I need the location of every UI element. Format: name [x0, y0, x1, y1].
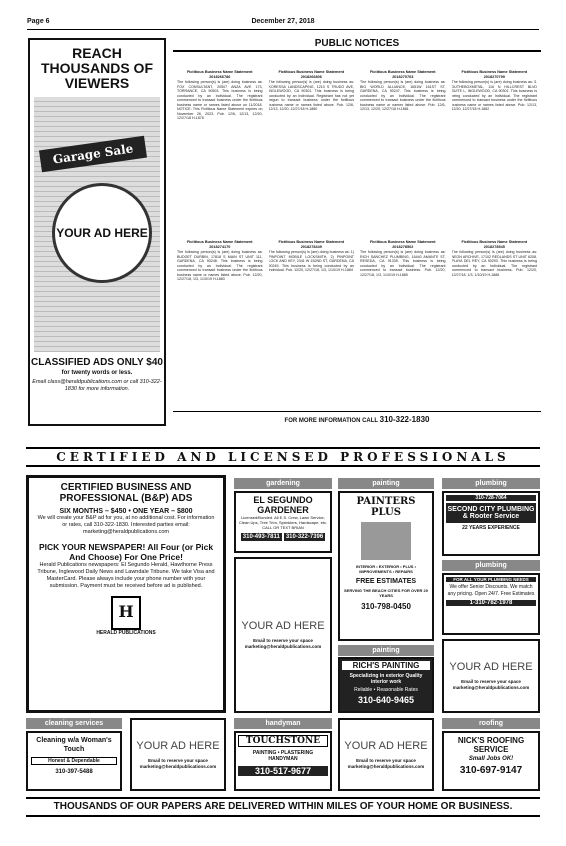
notice-body: The following person(s) is (are) doing business as: RICH SANCHEZ PLUMBING, 16440 AMANTE ST, RESEDA, CA 91335. This business is being conducted by an Individual. The registrant commenced to transact business. Pub. 12/20, 12/27/18, 1/3, 1/10/19 H-1885: [360, 250, 446, 277]
plumbing-phone[interactable]: 310-728-7064: [446, 495, 536, 501]
notice-item: [452, 70, 538, 240]
roofing-sub: Small Jobs OK!: [468, 756, 514, 762]
second-city-plumbing-ad: [442, 491, 540, 556]
bpa-ad: [26, 475, 226, 713]
plumbing-name: SECOND CITY PLUMBING & Rooter Service: [446, 503, 536, 523]
classified-ad: [28, 38, 166, 426]
cat-roofing: roofing: [442, 718, 540, 729]
touchstone-ad: [234, 731, 332, 791]
page-footer: THOUSANDS OF OUR PAPERS ARE DELIVERED WITHIN MILES OF YOUR HOME OR BUSINESS.: [26, 797, 540, 817]
your-ad-email: Email to reserve your space marketing@heraldpublications.com: [244, 638, 322, 649]
bpa-title: CERTIFIED BUSINESS AND PROFESSIONAL (B&P) ADS: [59, 482, 193, 504]
page-date: December 27, 2018: [251, 18, 315, 25]
classified-price: CLASSIFIED ADS ONLY $40: [31, 357, 163, 368]
header-spacer: [368, 18, 539, 29]
notices-grid: [173, 70, 541, 410]
public-notices-title: PUBLIC NOTICES: [173, 38, 541, 52]
cleaning-sub: Honest & Dependable: [31, 757, 117, 765]
plumbing2-body: We offer Senior Discounts. We match any pricing. Open 24/7. Free Estimates: [447, 584, 535, 597]
touchstone-phone[interactable]: 310-517-9677: [238, 766, 328, 776]
rich-name: RICH'S PAINTING: [342, 661, 430, 670]
notice-id: 2018278502: [392, 244, 414, 249]
notice-body: The following person(s) is (are) doing business as: 1) PINPOINT MOBILE LOCKSMITH, 2) PINPOINT LOCK AND KEY, 2341 W 152ND ST, GARDENA, CA 90249. This business is being conducted by an Individual. Pub. 12/20, 12/27/18, 1/3, 1/10/19 H-1884: [268, 250, 354, 272]
cleaning-name: Cleaning w/a Woman's Touch: [36, 737, 112, 753]
section-banner: CERTIFIED AND LICENSED PROFESSIONALS: [26, 447, 540, 467]
gardener-phone-2[interactable]: 310-322-7396: [285, 534, 324, 540]
cat-plumbing-2: plumbing: [442, 560, 540, 571]
notice-id: 2018278545: [483, 244, 505, 249]
cat-plumbing: plumbing: [442, 478, 540, 489]
your-ad-email: Email to reserve your space marketing@heraldpublications.com: [347, 757, 425, 769]
painters-sub: INTERIOR • EXTERIOR • PLUS • IMPROVEMENTS • REPAIRS: [356, 564, 416, 574]
painters-plus-ad: [338, 491, 434, 641]
gardener-name: EL SEGUNDO GARDENER: [253, 495, 313, 515]
footer-label: FOR MORE INFORMATION CALL: [284, 418, 378, 424]
your-ad-box-4[interactable]: [338, 718, 434, 791]
rich-sub: Specializing in exterior Quality interior work: [349, 673, 423, 685]
notice-item: [177, 240, 263, 410]
plumbing-needs-ad: [442, 573, 540, 635]
your-ad-label: YOUR AD HERE: [449, 661, 533, 673]
your-ad-box-1[interactable]: [234, 557, 332, 713]
notice-heading: Fictitious Business Name Statement: [186, 70, 253, 74]
your-ad-circle: [52, 183, 152, 283]
your-ad-label: YOUR AD HERE: [241, 620, 325, 632]
rich-note: Reliable • Reasonable Rates: [354, 687, 418, 693]
cat-painting-2: painting: [338, 645, 434, 656]
your-ad-email: Email to reserve your space marketing@heraldpublications.com: [139, 757, 217, 769]
touchstone-name: TOUCHSTONE: [238, 735, 328, 747]
page-header: [27, 18, 539, 30]
classified-contact[interactable]: Email class@heraldpublications.com or call 310-322-1830 for more information.: [32, 379, 162, 392]
notice-item: [360, 70, 446, 240]
notice-id: 2018266806: [300, 74, 322, 79]
gardener-sub: Licensed/Bonded. All E.S. Crew, Lawn Service, Clean Ups, Tree Trim, Sprinklers, Hardscape, etc. CALL OR TEXT BRIAN: [238, 515, 328, 530]
herald-logo-icon: H: [111, 596, 141, 630]
notice-body: The following person(s) is (are) doing business as: FOX CONSULTANT, 20507 ANZA AVE 173, TORRANCE, CA 90503. This business is being conducted by an Individual. The registrant commenced to transact business under the fictitious business name or names listed above on 11/2018. NOTICE: This Fictitious Name Statement expires on November 26, 2023. Pub. 12/6, 12/13, 12/20, 12/27/18 H-1878: [177, 80, 263, 120]
your-ad-label: YOUR AD HERE: [344, 739, 428, 752]
bpa-details: Herald Publications newspapers: El Segundo Herald, Hawthorne Press Tribune, Inglewood Daily News and Lawndale Tribune. We take Visa and MasterCard. Please always include your phone number with your submission. Payment must be received before ad is published.: [37, 562, 215, 589]
public-notices: [173, 38, 541, 426]
painters-name: PAINTERS PLUS: [356, 496, 416, 518]
notice-heading: Fictitious Business Name Statement: [369, 70, 436, 74]
notice-item: [177, 70, 263, 240]
notice-item: [360, 240, 446, 410]
gardener-ad: [234, 491, 332, 553]
painters-estimates: FREE ESTIMATES: [355, 578, 417, 585]
painters-note: SERVING THE BEACH CITIES FOR OVER 20 YEARS: [344, 588, 428, 598]
house-icon: [361, 522, 411, 560]
notice-item: [452, 240, 538, 410]
roofing-name: NICK'S ROOFING SERVICE: [457, 736, 525, 754]
roofing-ad: [442, 731, 540, 791]
footer-phone[interactable]: 310-322-1830: [379, 415, 430, 424]
notice-heading: Fictitious Business Name Statement: [461, 240, 528, 244]
notices-footer: [173, 411, 541, 424]
bpa-pricing: SIX MONTHS – $450 • ONE YEAR – $800: [59, 508, 193, 515]
bpa-info: We will create your B&P ad for you, at no additional cost. For information or rates, call 310-322-1830. Interested parties email: marketing@heraldpublications.com: [37, 515, 215, 535]
your-ad-box-2[interactable]: [442, 639, 540, 713]
painters-phone[interactable]: 310-798-0450: [361, 602, 411, 611]
notice-body: The following person(s) is (are) doing business as: KORESSA LANDSCAPING, 1210 S TRUDO AVE, INGLEWOOD, CA 90301. This business is being conducted by an Individual. Registrant has not yet begun to transact business under the fictitious business name or names listed above. Pub. 12/6, 12/13, 12/20, 12/27/18 H-1880: [268, 80, 354, 111]
plumbing2-title: FOR ALL YOUR PLUMBING NEEDS: [446, 577, 536, 582]
cat-cleaning: cleaning services: [26, 718, 122, 729]
plumbing-years: 22 YEARS EXPERIENCE: [462, 525, 520, 531]
your-ad-text: YOUR AD HERE: [56, 225, 148, 240]
cleaning-ad: [26, 731, 122, 791]
touchstone-sub: PAINTING • PLASTERING HANDYMAN: [252, 750, 314, 762]
notice-heading: Fictitious Business Name Statement: [278, 70, 345, 74]
notice-body: The following person(s) is (are) doing business as: BIG WORLD ALLIANCE, 1651W 161ST ST, GARDENA, CA 90247. This business is being conducted by an Individual. The registrant commenced to transact business under the fictitious business name or names listed above. Pub. 12/6, 12/13, 12/20, 12/27/18 H-1881: [360, 80, 446, 111]
notice-item: [269, 70, 355, 240]
rich-phone[interactable]: 310-640-9465: [357, 695, 415, 705]
notice-body: The following person(s) is (are) doing business as: BUDGET DURBIN, 17818 S MAIN ST UNIT 111, GARDENA, CA 90248. This business is being conducted by an Individual. The registrant commenced to transact business under the fictitious business name or names listed above. Pub. 12/20, 12/27/18, 1/3, 1/10/19 H-1883: [177, 250, 263, 281]
gardener-phone-1[interactable]: 310-493-7811: [242, 534, 280, 540]
notice-heading: Fictitious Business Name Statement: [369, 240, 436, 244]
cat-gardening: gardening: [234, 478, 332, 489]
cat-handyman: handyman: [234, 718, 332, 729]
garage-sale-photo: [34, 97, 160, 352]
notice-id: 2018278449: [300, 244, 322, 249]
reach-headline: REACH THOUSANDS OF VIEWERS: [41, 45, 153, 91]
page-number: Page 6: [27, 18, 50, 25]
your-ad-email: Email to reserve your space marketing@heraldpublications.com: [452, 679, 530, 690]
your-ad-box-3[interactable]: [130, 718, 226, 791]
garage-sale-sign: Garage Sale: [39, 136, 147, 173]
richs-painting-ad: [338, 657, 434, 713]
notice-heading: Fictitious Business Name Statement: [278, 240, 345, 244]
herald-logo-text: HERALD PUBLICATIONS: [96, 630, 156, 636]
notice-id: 2018270799: [483, 74, 505, 79]
your-ad-label: YOUR AD HERE: [136, 739, 220, 752]
notice-item: [269, 240, 355, 410]
bpa-pick: PICK YOUR NEWSPAPER! All Four (or Pick And Choose) For One Price!: [38, 542, 214, 562]
notice-id: 2018266786: [209, 74, 231, 79]
roofing-phone[interactable]: 310-697-9147: [459, 765, 523, 776]
notice-heading: Fictitious Business Name Statement: [186, 240, 253, 244]
notice-heading: Fictitious Business Name Statement: [461, 70, 528, 74]
notice-body: The following person(s) is (are) doing business as: 3. OUTHEBOXMETAL, 116 N HILLCREST BLVD SUITE L, INGLEWOOD, CA 90301. This business is being conducted by an Individual. The registrant commenced to transact business under the fictitious business name or names listed above. Pub. 12/13, 12/20, 12/27/18 H-1882: [451, 80, 537, 111]
cat-painting: painting: [338, 478, 434, 489]
plumbing2-phone[interactable]: 1-310-782-1978: [446, 600, 536, 606]
notice-id: 2018274170: [209, 244, 231, 249]
notice-body: The following person(s) is (are) doing business as: NEON ARCHIVE, 17102 REDLANDS ST UNIT 6208, PLAYA DEL REY, CA 90293. This business is being conducted by an Individual. The registrant commenced to transact business. Pub. 12/20, 12/27/18, 1/3, 1/10/19 H-1886: [451, 250, 537, 277]
notice-id: 2018270763: [392, 74, 414, 79]
classified-words: for twenty words or less.: [61, 370, 133, 376]
cleaning-phone[interactable]: 310-397-5488: [55, 769, 93, 775]
